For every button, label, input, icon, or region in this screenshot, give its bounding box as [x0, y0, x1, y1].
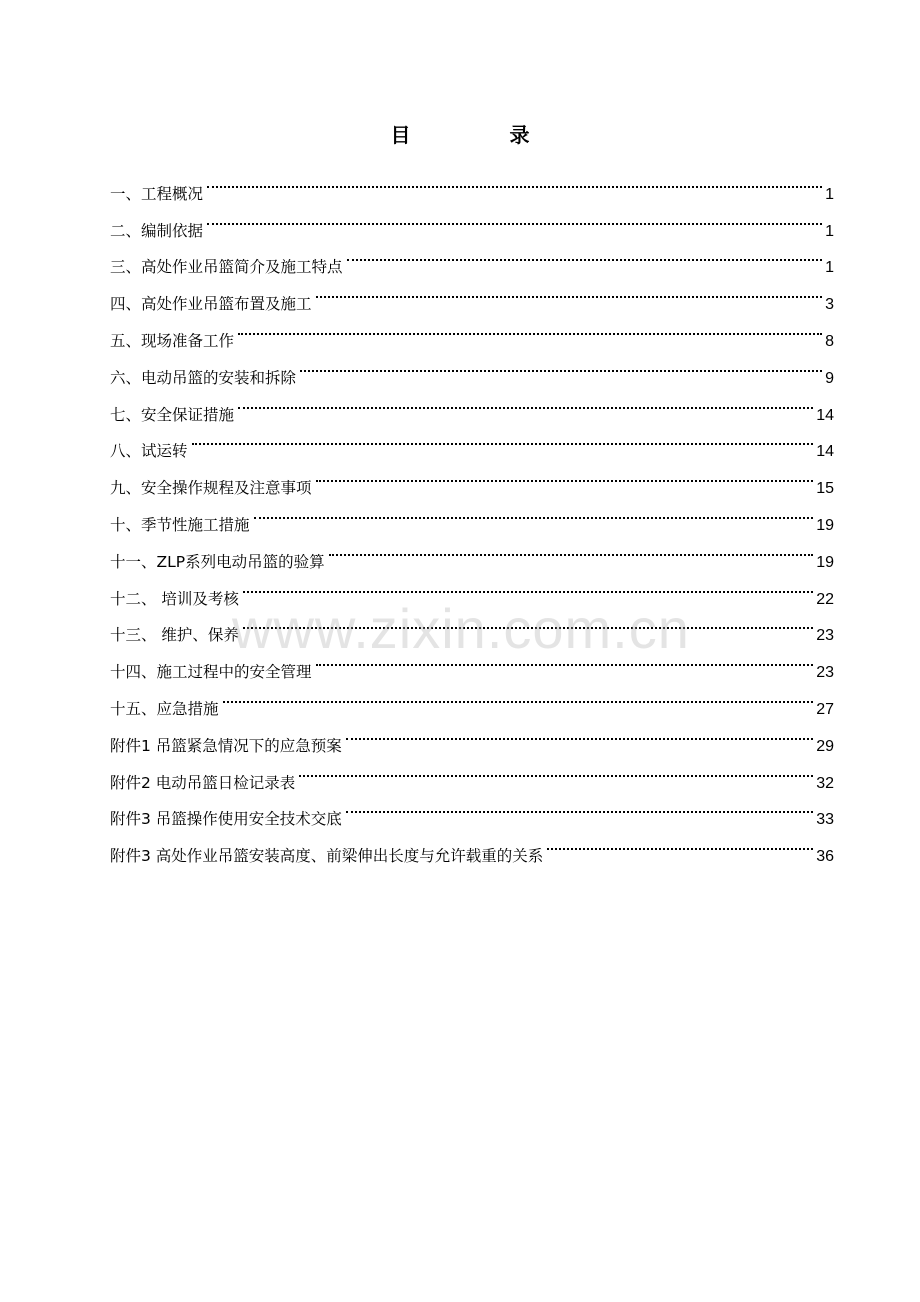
toc-entry-label: 附件3 吊篮操作使用安全技术交底	[110, 810, 342, 829]
toc-entry-label: 十四、施工过程中的安全管理	[110, 663, 312, 682]
toc-entry-label: 四、高处作业吊篮布置及施工	[110, 295, 312, 314]
toc-entry[interactable]	[110, 456, 834, 498]
toc-dot-leader	[345, 236, 825, 273]
toc-title: 目 录	[390, 123, 576, 147]
toc-entry-label: 二、编制依据	[110, 221, 204, 240]
toc-entry-page: 23	[816, 627, 834, 645]
toc-entry-page: 8	[825, 332, 834, 350]
toc-entry-page: 22	[816, 590, 834, 608]
toc-dot-leader	[241, 567, 815, 604]
toc-entry-label: 三、高处作业吊篮简介及施工特点	[110, 258, 343, 277]
toc-entry-label: 附件1 吊篮紧急情况下的应急预案	[110, 736, 342, 755]
toc-entry-label: 一、工程概况	[110, 184, 204, 203]
toc-entry-page: 14	[816, 443, 834, 461]
toc-dot-leader	[241, 604, 815, 641]
toc-entry-page: 19	[816, 516, 834, 534]
toc-entry[interactable]	[110, 162, 834, 203]
toc-dot-leader	[344, 714, 815, 751]
toc-entry-label: 十五、应急措施	[110, 699, 219, 718]
toc-dot-leader	[236, 309, 824, 346]
toc-entry-page: 1	[825, 259, 834, 277]
toc-entry-label: 八、试运转	[110, 442, 188, 461]
toc-dot-leader	[344, 788, 815, 825]
toc-entry-page: 27	[816, 700, 834, 718]
toc-entry-page: 29	[816, 737, 834, 755]
toc-entry-page: 33	[816, 811, 834, 829]
toc-dot-leader	[205, 162, 824, 199]
toc-entry-label: 十一、ZLP系列电动吊篮的验算	[110, 552, 325, 571]
toc-entry-label: 附件3 高处作业吊篮安装高度、前梁伸出长度与允许载重的关系	[110, 847, 544, 866]
toc-entry-label: 九、安全操作规程及注意事项	[110, 479, 312, 498]
toc-dot-leader	[314, 640, 816, 677]
toc-entry-page: 32	[816, 774, 834, 792]
toc-dot-leader	[190, 420, 816, 457]
toc-dot-leader	[221, 677, 816, 714]
toc-entry-label: 十二、 培训及考核	[110, 589, 239, 608]
toc-entry[interactable]	[110, 236, 834, 277]
toc-dot-leader	[252, 493, 816, 530]
toc-dot-leader	[236, 383, 815, 420]
toc-entry-page: 9	[825, 369, 834, 387]
toc-entry-label: 七、安全保证措施	[110, 405, 235, 424]
toc-entry-label: 六、电动吊篮的安装和拆除	[110, 368, 297, 387]
toc-entry-page: 1	[825, 222, 834, 240]
toc-dot-leader	[314, 272, 825, 309]
toc-dot-leader	[545, 824, 815, 861]
toc-entry-label: 十、季节性施工措施	[110, 515, 250, 534]
toc-entry-page: 15	[816, 480, 834, 498]
watermark: www.zixin.com.cn	[232, 597, 690, 660]
toc-entry-label: 五、现场准备工作	[110, 331, 235, 350]
toc-dot-leader	[297, 751, 815, 788]
toc-entry-page: 3	[825, 296, 834, 314]
toc-entry-page: 19	[816, 553, 834, 571]
toc-dot-leader	[298, 346, 824, 383]
toc-entry-label: 附件2 电动吊篮日检记录表	[110, 773, 296, 792]
toc-entry-page: 23	[816, 664, 834, 682]
toc-entry-label: 十三、 维护、保养	[110, 626, 239, 645]
toc-entry-page: 36	[816, 848, 834, 866]
toc-entry[interactable]	[110, 199, 834, 240]
toc-entry-page: 14	[816, 406, 834, 424]
toc-dot-leader	[205, 199, 824, 236]
toc-dot-leader	[314, 456, 816, 493]
toc-entry[interactable]	[110, 420, 834, 461]
toc-dot-leader	[327, 530, 816, 567]
toc-list	[110, 162, 834, 866]
toc-entry-page: 1	[825, 185, 834, 203]
